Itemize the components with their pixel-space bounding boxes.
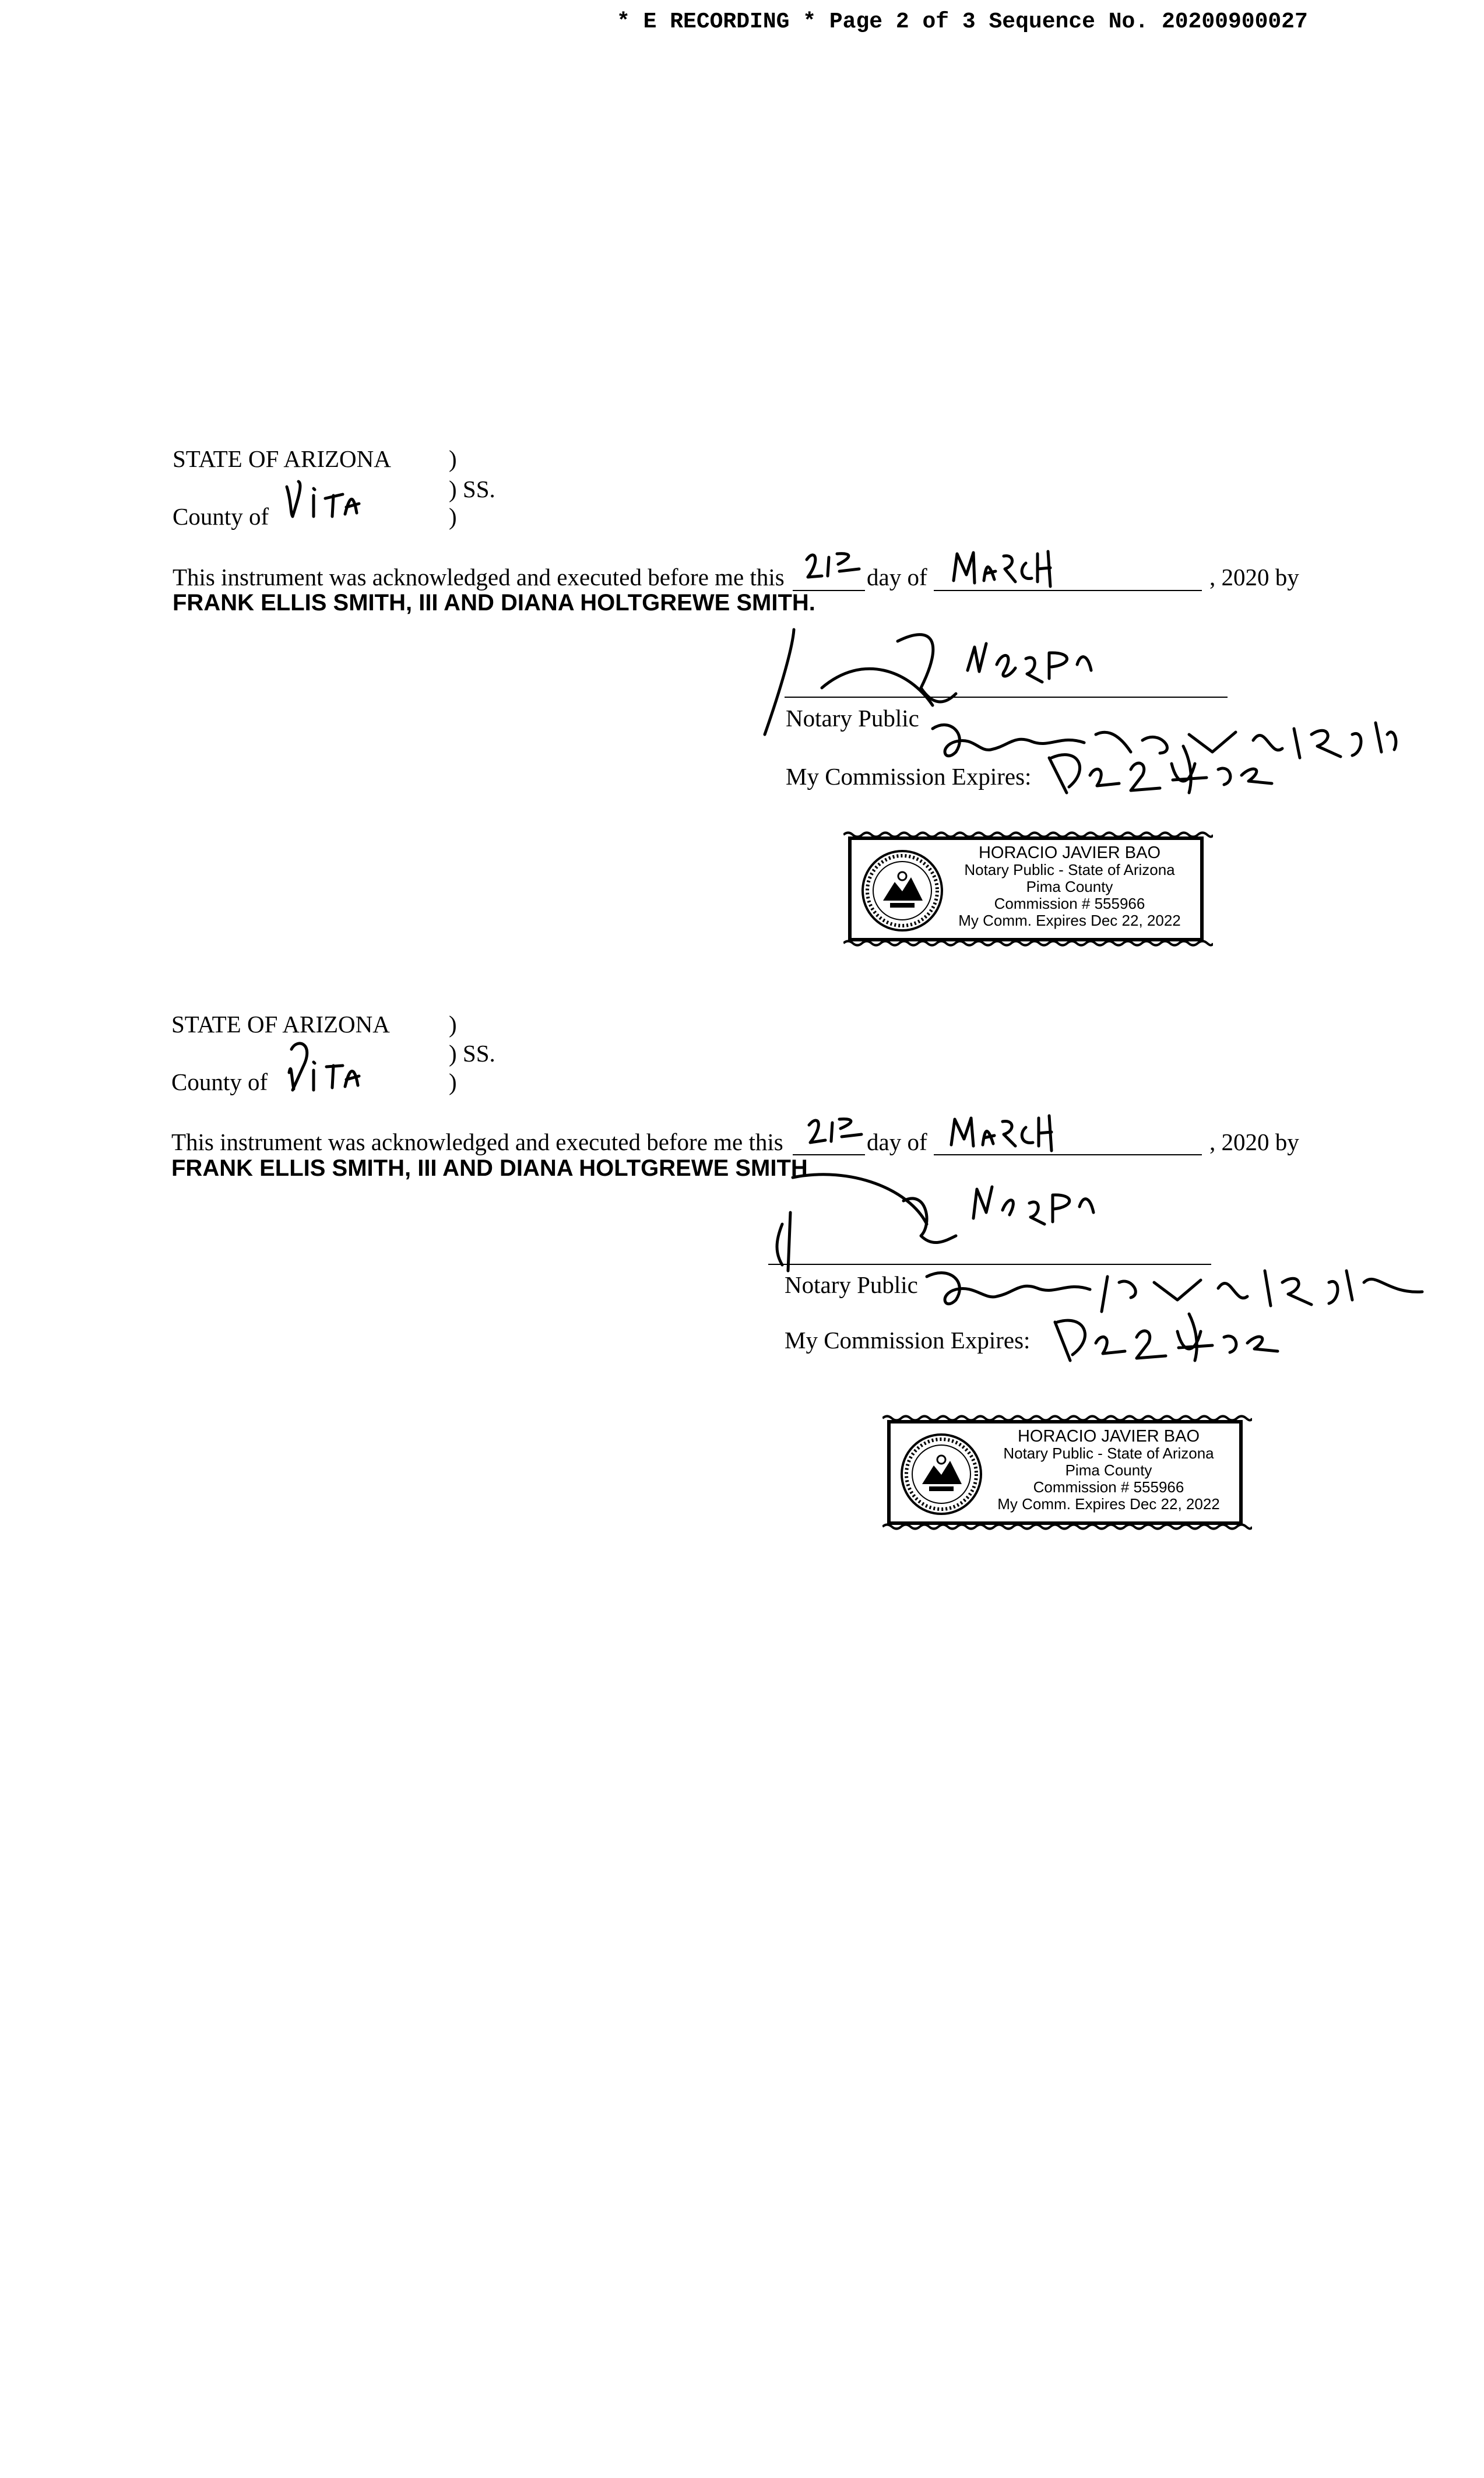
commission-expires-label: My Commission Expires:	[785, 1327, 1031, 1354]
party-names: FRANK ELLIS SMITH, III AND DIANA HOLTGREWE SMITH	[171, 1155, 808, 1181]
notary-stamp	[887, 1420, 1243, 1525]
stamp-county: Pima County	[1065, 1461, 1152, 1479]
stamp-expires: My Comm. Expires Dec 22, 2022	[958, 912, 1181, 929]
expiration-handwriting	[1049, 1305, 1294, 1375]
stamp-commission: Commission # 555966	[994, 895, 1145, 912]
month-handwriting	[948, 1110, 1076, 1157]
notary-stamp	[848, 836, 1204, 941]
month-handwriting	[950, 546, 1067, 592]
arizona-seal-icon	[899, 1432, 984, 1517]
paren-top: )	[449, 1011, 457, 1038]
day-of-label: day of	[867, 1129, 927, 1155]
stamp-title: Notary Public - State of Arizona	[964, 861, 1175, 878]
paren-bottom: )	[449, 503, 457, 530]
year-by-label: , 2020 by	[1209, 1129, 1299, 1155]
stamp-county: Pima County	[1026, 878, 1113, 895]
notary-public-label: Notary Public	[786, 705, 919, 732]
stamp-border-top	[843, 831, 1213, 839]
commission-expires-label: My Commission Expires:	[786, 763, 1032, 790]
year-by-label: , 2020 by	[1209, 564, 1299, 590]
stamp-border-bottom	[843, 939, 1213, 947]
county-label: County of	[173, 503, 269, 530]
stamp-border-bottom	[882, 1523, 1252, 1531]
stamp-notary-name: HORACIO JAVIER BAO	[978, 843, 1161, 862]
party-names: FRANK ELLIS SMITH, III AND DIANA HOLTGREWE SMITH.	[173, 590, 815, 616]
arizona-seal-icon	[860, 848, 945, 933]
ss-label: ) SS.	[449, 476, 495, 502]
acknowledgment-text: This instrument was acknowledged and executed before me this	[173, 564, 785, 590]
stamp-border-top	[882, 1414, 1252, 1422]
state-label: STATE OF ARIZONA	[171, 1011, 390, 1038]
state-label: STATE OF ARIZONA	[173, 445, 391, 472]
acknowledgment-text: This instrument was acknowledged and executed before me this	[171, 1129, 783, 1155]
recording-header: * E RECORDING * Page 2 of 3 Sequence No. 20200900027	[617, 9, 1308, 34]
stamp-commission: Commission # 555966	[1033, 1478, 1184, 1496]
stamp-expires: My Comm. Expires Dec 22, 2022	[997, 1495, 1220, 1513]
notary-line	[785, 697, 1228, 698]
day-of-label: day of	[867, 564, 927, 590]
notary-line	[768, 1264, 1211, 1265]
notary-public-label: Notary Public	[785, 1271, 918, 1298]
stamp-title: Notary Public - State of Arizona	[1003, 1444, 1214, 1462]
paren-bottom: )	[449, 1068, 457, 1095]
paren-top: )	[449, 445, 457, 472]
county-handwriting	[280, 1038, 373, 1096]
stamp-notary-name: HORACIO JAVIER BAO	[1017, 1427, 1200, 1446]
county-label: County of	[171, 1068, 268, 1095]
expiration-handwriting	[1043, 734, 1288, 804]
county-handwriting	[280, 478, 373, 525]
ss-label: ) SS.	[449, 1040, 495, 1067]
